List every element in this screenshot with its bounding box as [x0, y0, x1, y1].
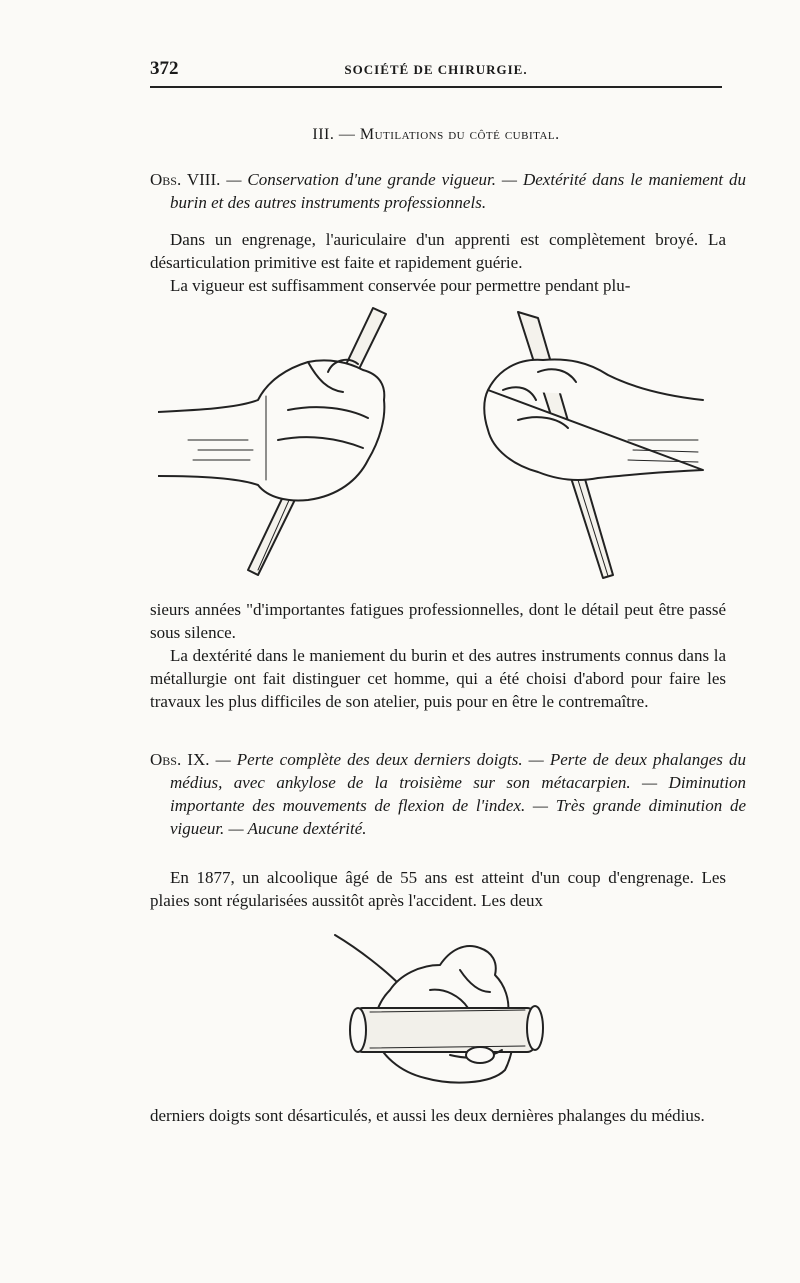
observation-9-title: — Perte complète des deux derniers doigts. — Perte de deux phalanges du médius, avec ankylose de la troisième sur son métacarpien. — Diminution importante des mouvements de flexion de l'index. — Très grande diminution de vigueur. — Aucune dextérité. [170, 750, 747, 838]
observation-8-label: Obs. VIII. [150, 170, 221, 189]
section-numeral: III. — [312, 126, 356, 143]
running-head: SOCIÉTÉ DE CHIRURGIE. [344, 62, 528, 77]
figure-hands-chisel [158, 300, 718, 585]
observation-8-heading [150, 168, 746, 214]
hands-chisel-illustration [158, 300, 718, 585]
observation-9-label: Obs. IX. [150, 750, 210, 769]
section-title: Mutilations du côté cubital. [359, 126, 560, 143]
paragraph-2-start: La vigueur est suffisamment conservée pour permettre pendant plu- [170, 276, 631, 295]
page-number: 372 [150, 58, 179, 79]
paragraph-1: Dans un engrenage, l'auriculaire d'un apprenti est complètement broyé. La désarticulation primitive est faite et rapidement guérie. [150, 230, 726, 272]
figure-hand-cylinder [330, 930, 560, 1090]
observation-8-title: — Conservation d'une grande vigueur. — Dextérité dans le maniement du burin et des autres instruments professionnels. [170, 170, 746, 212]
page-header [150, 56, 722, 88]
paragraph-block-3 [150, 866, 726, 912]
paragraph-3: La dextérité dans le maniement du burin et des autres instruments connus dans la métallurgie ont fait distinguer cet homme, qui a été choisi d'abord pour faire les travaux les plus difficiles de son atelier, puis pour en être le contremaître. [150, 646, 726, 711]
paragraph-block-1 [150, 228, 726, 297]
observation-9-heading [150, 748, 746, 840]
paragraph-5: derniers doigts sont désarticulés, et aussi les deux dernières phalanges du médius. [150, 1106, 705, 1125]
paragraph-2-end: sieurs années "d'importantes fatigues professionnelles, dont le détail peut être passé sous silence. [150, 600, 726, 642]
section-heading [150, 126, 722, 144]
paragraph-4: En 1877, un alcoolique âgé de 55 ans est atteint d'un coup d'engrenage. Les plaies sont régularisées aussitôt après l'accident. Les deux [150, 868, 726, 910]
paragraph-block-2 [150, 598, 726, 713]
paragraph-block-4 [150, 1104, 726, 1127]
hand-cylinder-illustration [330, 930, 560, 1090]
